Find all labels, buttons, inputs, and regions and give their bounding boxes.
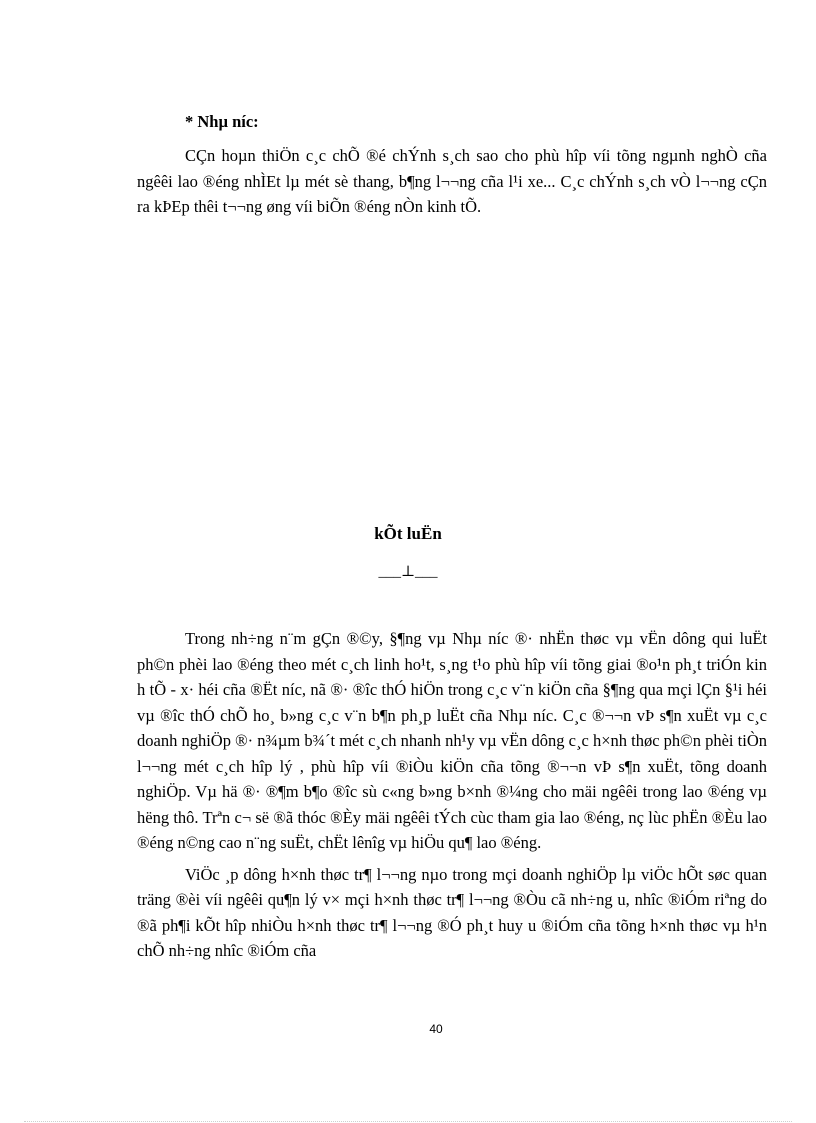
footer-divider	[24, 1121, 792, 1122]
text-block-conclusion	[137, 626, 767, 964]
page-number: 40	[429, 1022, 443, 1036]
chapter-title: kÕt luËn	[374, 524, 442, 543]
title-ornament: ___⊥___	[378, 564, 438, 580]
paragraph: CÇn hoµn thiÖn c¸c chÕ ®é chÝnh s¸ch sao cho phù hîp víi tõng ngµnh nghÒ cña ngêêi lao ®éng nhÌEt lµ mét sè thang, b¶ng l¬¬ng cña l¹i xe... C¸c chÝnh s¸ch vÒ l¬¬ng cÇn ra kÞEp thêi t¬¬ng øng víi biÕn ®éng nÒn kinh tÕ.	[137, 146, 767, 216]
paragraph: Trong nh÷ng n¨m gÇn ®©y, §¶ng vµ Nhµ níc ®· nhËn thøc vµ vËn dông qui luËt ph©n phèi lao ®éng theo mét c¸ch linh ho¹t, s¸ng t¹o phù hîp víi tõng giai ®o¹n ph¸t triÓn kin h tÕ - x· héi cña ®Ët níc, nã ®· ®îc thÓ hiÖn trong c¸c v¨n kiÖn cña §¶ng qua mçi lÇn §¹i héi vµ ®îc thÓ chÕ ho¸ b»ng c¸c v¨n b¶n ph¸p luËt cña Nhµ níc. C¸c ®¬¬n vÞ s¶n xuËt vµ c¸c doanh nghiÖp ®· n¾µm b¾´t mét c¸ch nhanh nh¹y vµ vËn dông c¸c h×nh thøc ph©n phèi tiÒn l¬¬ng mét c¸ch hîp lý , phù hîp víi ®iÒu kiÖn cña tõng ®¬¬n vÞ s¶n xuËt, tõng doanh nghiÖp. Vµ hä ®· ®¶m b¶o ®îc sù c«ng b»ng b×nh ®¼ng cho mäi ngêêi trong lao ®éng vµ hëng thô. Trªn c¬ së ®ã thóc ®Èy mäi ngêêi tÝch cùc tham gia lao ®éng, nç lùc phËn ®Èu lao ®éng n©ng cao n¨ng suËt, chËt lênîg vµ hiÖu qu¶ lao ®éng.	[137, 629, 767, 852]
paragraph: ViÖc ¸p dông h×nh thøc tr¶ l¬¬ng nµo trong mçi doanh nghiÖp lµ viÖc hÕt søc quan träng ®èi víi ngêêi qu¶n lý v× mçi h×nh thøc tr¶ l¬¬ng ®Òu cã nh÷ng u, nhîc ®iÓm riªng do ®ã ph¶i kÕt hîp nhiÒu h×nh thøc tr¶ l¬¬ng ®Ó ph¸t huy u ®iÓm cña tõng h×nh thøc vµ h¹n chÕ nh÷ng nhîc ®iÓm cña	[137, 864, 767, 960]
text-block-intro	[137, 143, 767, 220]
section-heading: * Nhµ níc:	[185, 112, 259, 131]
